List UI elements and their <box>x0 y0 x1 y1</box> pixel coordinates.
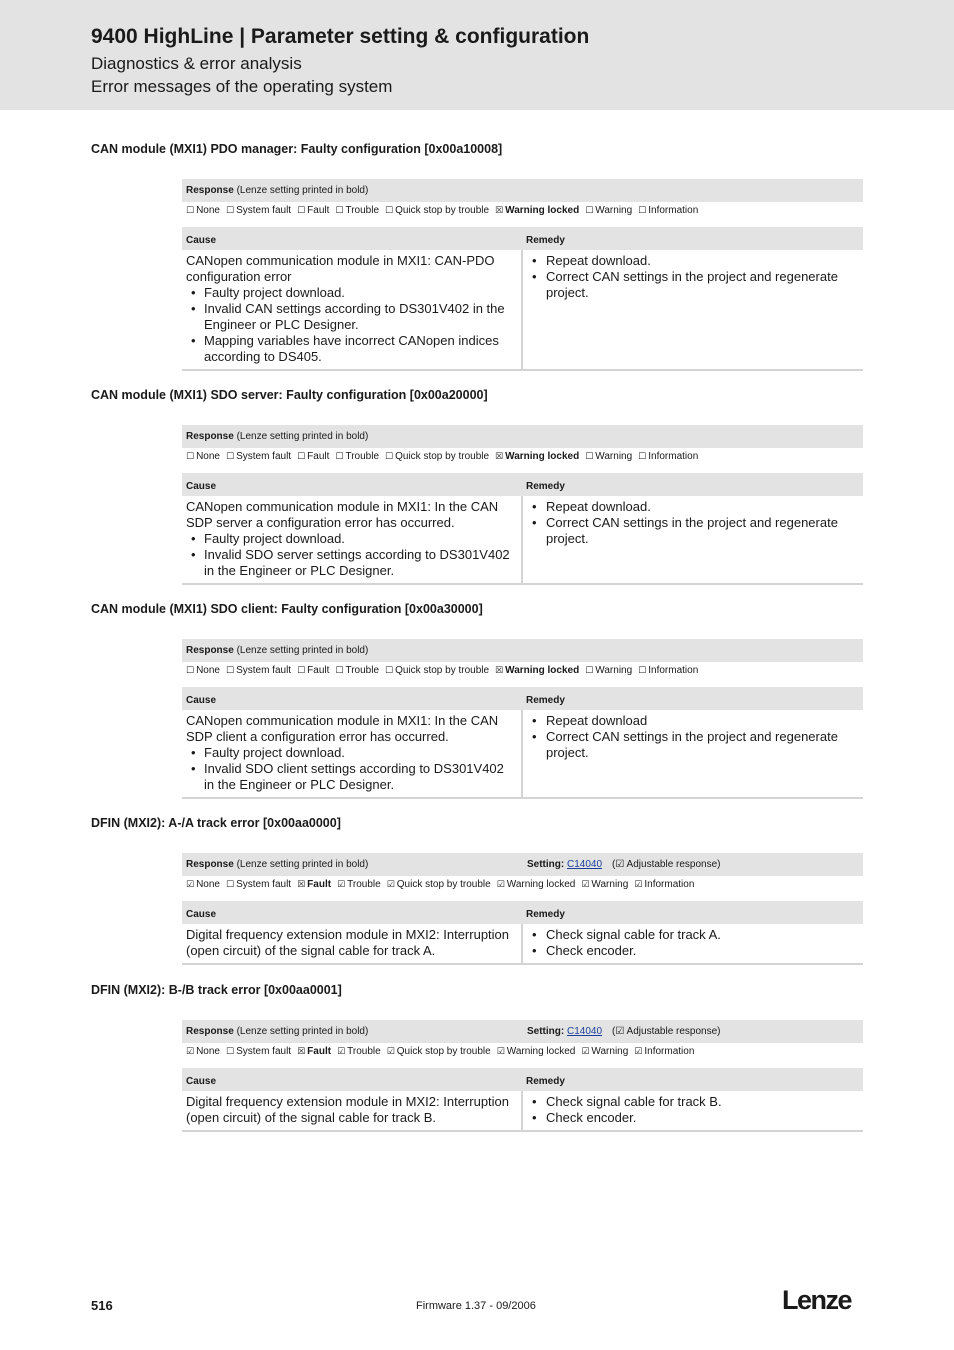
response-option-label: None <box>196 665 220 676</box>
remedy-list <box>527 927 859 959</box>
checkbox-checked-icon: ☑ <box>186 1047 195 1057</box>
response-option-label: Trouble <box>345 665 380 676</box>
response-option-label: Quick stop by trouble <box>396 879 491 890</box>
cause-item: • Faulty project download. <box>186 285 517 301</box>
firmware-version: Firmware 1.37 - 09/2006 <box>416 1300 536 1312</box>
remedy-cell <box>522 250 863 370</box>
response-note: (Lenze setting printed in bold) <box>236 1026 369 1037</box>
response-option <box>297 879 331 890</box>
response-option-label: Trouble <box>347 1046 381 1057</box>
remedy-header: Remedy <box>522 227 863 250</box>
response-option <box>497 879 576 890</box>
remedy-header: Remedy <box>522 687 863 710</box>
remedy-item: • Check encoder. <box>527 1110 859 1126</box>
remedy-cell <box>522 710 863 798</box>
checkbox-crossed-icon: ☒ <box>297 1047 306 1057</box>
remedy-header: Remedy <box>522 1068 863 1091</box>
remedy-item: • Correct CAN settings in the project and regenerate project. <box>527 269 859 301</box>
checkbox-crossed-icon: ☒ <box>495 666 504 676</box>
remedy-header: Remedy <box>522 473 863 496</box>
cause-text: CANopen communication module in MXI1: CAN-PDO configuration error <box>186 253 495 284</box>
cause-cell <box>182 924 522 964</box>
cause-header: Cause <box>182 687 522 710</box>
response-options <box>182 662 863 682</box>
checkbox-checked-icon: ☑ <box>581 880 590 890</box>
cause-text: CANopen communication module in MXI1: In the CAN SDP server a configuration error has occurred. <box>186 499 499 530</box>
response-option-label: Warning locked <box>505 451 580 462</box>
checkbox-checked-icon: ☑ <box>186 880 195 890</box>
response-option-label: Information <box>648 451 699 462</box>
response-option-label: System fault <box>236 451 292 462</box>
response-label: Response <box>186 431 234 442</box>
cause-item: • Invalid CAN settings according to DS301V402 in the Engineer or PLC Designer. <box>186 301 517 333</box>
response-option-label: None <box>196 1046 220 1057</box>
checkbox-empty-icon: ☐ <box>585 452 594 462</box>
response-option <box>585 665 632 676</box>
cause-remedy-table <box>182 901 863 965</box>
setting-label: Setting: <box>527 1026 565 1037</box>
checkbox-checked-icon: ☑ <box>496 1047 505 1057</box>
checkbox-checked-icon: ☑ <box>581 1047 590 1057</box>
response-option <box>297 1046 331 1057</box>
response-bar <box>182 639 863 662</box>
error-block <box>182 425 863 585</box>
response-option <box>495 665 579 676</box>
response-option-label: Fault <box>307 665 330 676</box>
checkbox-crossed-icon: ☒ <box>495 452 504 462</box>
response-option-label: Warning locked <box>506 1046 576 1057</box>
response-option <box>385 451 489 462</box>
cause-cell <box>182 250 522 370</box>
response-option <box>186 451 220 462</box>
response-option-label: Warning <box>595 205 633 216</box>
cause-header: Cause <box>182 901 522 924</box>
checkbox-empty-icon: ☐ <box>335 666 344 676</box>
response-option-label: None <box>196 205 220 216</box>
cause-remedy-table <box>182 687 863 799</box>
response-option <box>497 1046 576 1057</box>
response-option-label: Trouble <box>345 205 380 216</box>
checkbox-empty-icon: ☐ <box>297 666 306 676</box>
lenze-logo: Lenze <box>782 1285 852 1315</box>
response-option <box>585 205 632 216</box>
error-heading: CAN module (MXI1) PDO manager: Faulty configuration [0x00a10008] <box>91 142 503 156</box>
response-option <box>387 879 491 890</box>
cause-cell <box>182 1091 522 1131</box>
page-number: 516 <box>91 1298 113 1313</box>
response-option <box>634 1046 694 1057</box>
page-header <box>0 0 954 110</box>
response-options <box>182 448 863 468</box>
response-note: (Lenze setting printed in bold) <box>236 185 369 196</box>
response-label: Response <box>186 185 234 196</box>
response-bar <box>182 179 863 202</box>
response-option <box>638 205 698 216</box>
setting-info <box>527 859 721 870</box>
response-option-label: System fault <box>236 1046 292 1057</box>
checkbox-empty-icon: ☐ <box>297 452 306 462</box>
remedy-item: • Repeat download <box>527 713 859 729</box>
response-option <box>226 205 291 216</box>
response-option <box>337 1046 381 1057</box>
cause-header: Cause <box>182 473 522 496</box>
response-option <box>186 879 220 890</box>
remedy-item: • Check encoder. <box>527 943 859 959</box>
cause-text: Digital frequency extension module in MXI2: Interruption (open circuit) of the signal cable for track A. <box>186 927 510 958</box>
checkbox-empty-icon: ☐ <box>638 666 647 676</box>
chapter-title: Diagnostics & error analysis <box>91 54 302 73</box>
response-option <box>495 451 579 462</box>
checkbox-empty-icon: ☐ <box>585 666 594 676</box>
response-option-label: Fault <box>307 879 332 890</box>
response-option-label: Quick stop by trouble <box>396 1046 491 1057</box>
cause-item: • Invalid SDO client settings according to DS301V402 in the Engineer or PLC Designer. <box>186 761 517 793</box>
cause-remedy-table <box>182 473 863 585</box>
response-option-label: Warning <box>595 451 633 462</box>
checkbox-crossed-icon: ☒ <box>297 880 306 890</box>
response-option-label: System fault <box>236 879 292 890</box>
checkbox-empty-icon: ☐ <box>385 452 394 462</box>
response-option-label: Quick stop by trouble <box>395 665 490 676</box>
cause-list <box>186 531 517 579</box>
remedy-cell <box>522 1091 863 1131</box>
response-option-label: Warning <box>591 879 629 890</box>
error-heading: DFIN (MXI2): B-/B track error [0x00aa0001] <box>91 983 342 997</box>
checkbox-empty-icon: ☐ <box>225 880 235 890</box>
response-option <box>335 205 379 216</box>
response-options <box>182 1043 863 1063</box>
response-option-label: None <box>196 451 220 462</box>
checkbox-empty-icon: ☐ <box>225 452 235 462</box>
cause-text: CANopen communication module in MXI1: In the CAN SDP client a configuration error has occurred. <box>186 713 499 744</box>
response-option-label: Quick stop by trouble <box>395 451 490 462</box>
error-block <box>182 639 863 799</box>
cause-cell <box>182 496 522 584</box>
response-option <box>335 665 379 676</box>
response-option-label: System fault <box>236 205 292 216</box>
checkbox-empty-icon: ☐ <box>297 206 306 216</box>
error-block <box>182 1020 863 1132</box>
cause-item: • Faulty project download. <box>186 745 517 761</box>
response-note: (Lenze setting printed in bold) <box>236 645 369 656</box>
response-note: (Lenze setting printed in bold) <box>236 431 369 442</box>
checkbox-checked-icon: ☑ <box>634 880 643 890</box>
response-option <box>638 451 698 462</box>
response-note: (Lenze setting printed in bold) <box>236 859 369 870</box>
response-option <box>387 1046 491 1057</box>
checkbox-empty-icon: ☐ <box>585 206 594 216</box>
response-option <box>638 665 698 676</box>
remedy-list <box>527 1094 859 1126</box>
response-label: Response <box>186 859 234 870</box>
response-option <box>226 451 291 462</box>
checkbox-empty-icon: ☐ <box>638 206 647 216</box>
remedy-cell <box>522 924 863 964</box>
response-option <box>186 205 220 216</box>
response-bar <box>182 425 863 448</box>
response-label: Response <box>186 1026 234 1037</box>
checkbox-empty-icon: ☐ <box>335 452 344 462</box>
response-option <box>226 1046 291 1057</box>
error-block <box>182 179 863 371</box>
remedy-cell <box>522 496 863 584</box>
response-option-label: Warning <box>591 1046 629 1057</box>
response-option-label: System fault <box>236 665 292 676</box>
response-option-label: None <box>196 879 220 890</box>
checkbox-empty-icon: ☐ <box>385 206 394 216</box>
response-option <box>581 879 628 890</box>
checkbox-checked-icon: ☑ <box>634 1047 643 1057</box>
response-options <box>182 202 863 222</box>
checkbox-crossed-icon: ☒ <box>495 206 504 216</box>
response-option <box>581 1046 628 1057</box>
remedy-item: • Repeat download. <box>527 253 859 269</box>
response-option <box>385 665 489 676</box>
response-option-label: Fault <box>307 451 330 462</box>
response-option-label: Information <box>648 205 699 216</box>
response-option <box>297 451 329 462</box>
cause-cell <box>182 710 522 798</box>
setting-code-link[interactable]: C14040 <box>567 859 603 870</box>
response-option <box>226 879 291 890</box>
checkbox-empty-icon: ☐ <box>225 1047 235 1057</box>
checkbox-checked-icon: ☑ <box>386 880 395 890</box>
remedy-list <box>527 253 859 301</box>
cause-item: • Mapping variables have incorrect CANopen indices according to DS405. <box>186 333 517 365</box>
response-option <box>335 451 379 462</box>
error-block <box>182 853 863 965</box>
cause-item: • Faulty project download. <box>186 531 517 547</box>
response-option <box>495 205 579 216</box>
page-title: 9400 HighLine | Parameter setting & configuration <box>91 25 590 48</box>
cause-header: Cause <box>182 227 522 250</box>
response-label: Response <box>186 645 234 656</box>
cause-header: Cause <box>182 1068 522 1091</box>
response-option-label: Warning locked <box>505 205 580 216</box>
remedy-item: • Correct CAN settings in the project and regenerate project. <box>527 729 859 761</box>
cause-remedy-table <box>182 1068 863 1132</box>
response-bar <box>182 1020 863 1043</box>
cause-item: • Invalid SDO server settings according to DS301V402 in the Engineer or PLC Designer. <box>186 547 517 579</box>
remedy-list <box>527 713 859 761</box>
remedy-item: • Check signal cable for track B. <box>527 1094 859 1110</box>
checkbox-checked-icon: ☑ <box>386 1047 395 1057</box>
checkbox-checked-icon: ☑ <box>496 880 505 890</box>
cause-remedy-table <box>182 227 863 371</box>
remedy-item: • Repeat download. <box>527 499 859 515</box>
response-option-label: Trouble <box>347 879 381 890</box>
checkbox-empty-icon: ☐ <box>335 206 344 216</box>
checkbox-checked-icon: ☑ <box>337 1047 346 1057</box>
checkbox-empty-icon: ☐ <box>225 206 235 216</box>
response-option-label: Fault <box>307 205 330 216</box>
error-heading: CAN module (MXI1) SDO client: Faulty configuration [0x00a30000] <box>91 602 483 616</box>
cause-list <box>186 745 517 793</box>
response-option <box>634 879 694 890</box>
checkbox-empty-icon: ☐ <box>186 666 195 676</box>
response-option <box>226 665 291 676</box>
setting-label: Setting: <box>527 859 565 870</box>
remedy-header: Remedy <box>522 901 863 924</box>
error-heading: DFIN (MXI2): A-/A track error [0x00aa0000] <box>91 816 341 830</box>
remedy-list <box>527 499 859 547</box>
setting-code-link[interactable]: C14040 <box>567 1026 603 1037</box>
response-option-label: Trouble <box>345 451 380 462</box>
response-option <box>297 665 329 676</box>
response-option <box>297 205 329 216</box>
checkbox-empty-icon: ☐ <box>638 452 647 462</box>
response-option <box>186 665 220 676</box>
cause-list <box>186 285 517 365</box>
response-option-label: Warning <box>595 665 633 676</box>
response-options <box>182 876 863 896</box>
response-option-label: Fault <box>307 1046 332 1057</box>
response-bar <box>182 853 863 876</box>
response-option-label: Warning locked <box>506 879 576 890</box>
response-option <box>186 1046 220 1057</box>
response-option-label: Information <box>648 665 699 676</box>
response-option <box>337 879 381 890</box>
response-option-label: Information <box>644 879 695 890</box>
adjustable-response-note: (☑ Adjustable response) <box>612 1026 721 1037</box>
checkbox-checked-icon: ☑ <box>337 880 346 890</box>
checkbox-empty-icon: ☐ <box>186 452 195 462</box>
cause-text: Digital frequency extension module in MXI2: Interruption (open circuit) of the signal cable for track B. <box>186 1094 510 1125</box>
error-heading: CAN module (MXI1) SDO server: Faulty configuration [0x00a20000] <box>91 388 488 402</box>
setting-info <box>527 1026 721 1037</box>
response-option <box>385 205 489 216</box>
checkbox-empty-icon: ☐ <box>385 666 394 676</box>
response-option <box>585 451 632 462</box>
response-option-label: Quick stop by trouble <box>395 205 490 216</box>
adjustable-response-note: (☑ Adjustable response) <box>612 859 721 870</box>
remedy-item: • Check signal cable for track A. <box>527 927 859 943</box>
response-option-label: Information <box>644 1046 695 1057</box>
response-option-label: Warning locked <box>505 665 580 676</box>
checkbox-empty-icon: ☐ <box>186 206 195 216</box>
section-title: Error messages of the operating system <box>91 77 393 96</box>
remedy-item: • Correct CAN settings in the project and regenerate project. <box>527 515 859 547</box>
checkbox-empty-icon: ☐ <box>225 666 235 676</box>
